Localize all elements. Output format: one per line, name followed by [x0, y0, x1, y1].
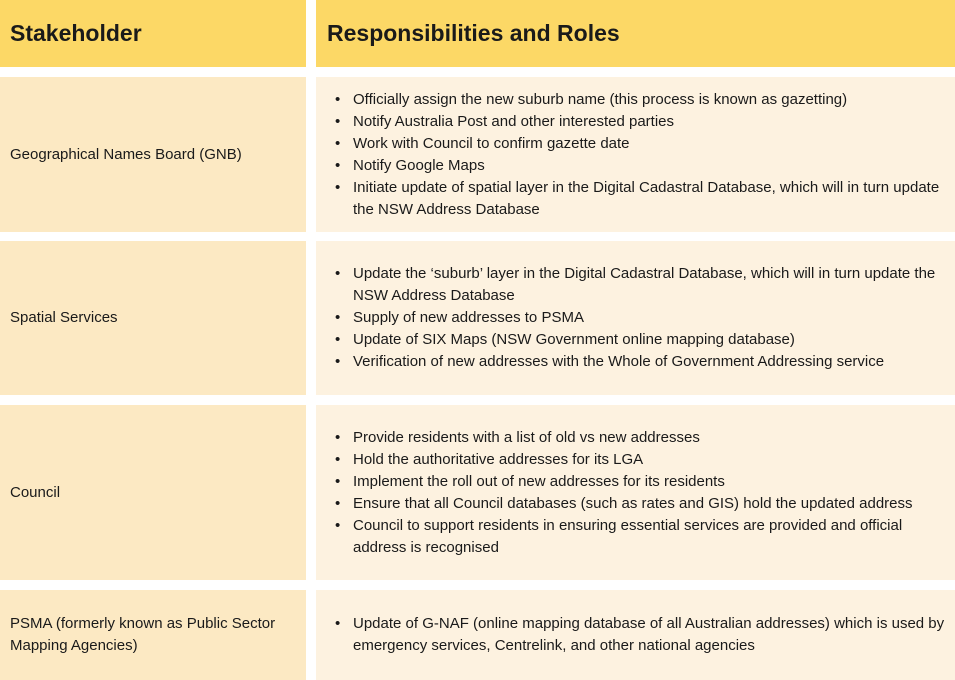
stakeholder-name: PSMA (formerly known as Public Sector Mapping Agencies) — [10, 615, 276, 654]
role-item: • Notify Google Maps — [353, 155, 947, 177]
role-item: • Officially assign the new suburb name (this process is known as gazetting) — [353, 89, 947, 111]
role-item: • Update the ‘suburb’ layer in the Digital Cadastral Database, which will in turn update the NSW Address Database — [353, 263, 947, 307]
role-item: • Work with Council to confirm gazette date — [353, 133, 947, 155]
row-roles — [316, 77, 955, 232]
row-stakeholder — [0, 405, 306, 580]
role-item: • Initiate update of spatial layer in the Digital Cadastral Database, which will in turn update the NSW Address Database — [353, 177, 947, 221]
row-roles — [316, 405, 955, 580]
role-item: • Update of SIX Maps (NSW Government online mapping database) — [353, 329, 947, 351]
header-roles: Responsibilities and Roles — [316, 0, 955, 67]
role-item: • Council to support residents in ensuring essential services are provided and official address is recognised — [353, 515, 947, 559]
row-stakeholder — [0, 590, 306, 680]
roles-list — [353, 427, 947, 559]
roles-list — [353, 263, 947, 373]
role-item: • Supply of new addresses to PSMA — [353, 307, 947, 329]
stakeholder-name: Spatial Services — [10, 309, 118, 326]
row-roles — [316, 241, 955, 395]
role-item: • Implement the roll out of new addresses for its residents — [353, 471, 947, 493]
role-item: • Notify Australia Post and other interested parties — [353, 111, 947, 133]
roles-list — [353, 89, 947, 221]
stakeholder-name: Council — [10, 483, 61, 501]
role-item: • Provide residents with a list of old vs new addresses — [353, 427, 947, 449]
role-item: • Update of G-NAF (online mapping database of all Australian addresses) which is used by emergency services, Centrelink, and other national agencies — [353, 613, 947, 657]
role-item: • Ensure that all Council databases (such as rates and GIS) hold the updated address — [353, 493, 947, 515]
row-roles — [316, 590, 955, 680]
row-stakeholder — [0, 241, 306, 395]
row-stakeholder — [0, 77, 306, 232]
role-item: • Verification of new addresses with the Whole of Government Addressing service — [353, 351, 947, 373]
role-item: • Hold the authoritative addresses for its LGA — [353, 449, 947, 471]
stakeholder-name: Geographical Names Board (GNB) — [10, 145, 242, 163]
header-stakeholder: Stakeholder — [0, 0, 306, 67]
roles-list — [353, 613, 947, 657]
